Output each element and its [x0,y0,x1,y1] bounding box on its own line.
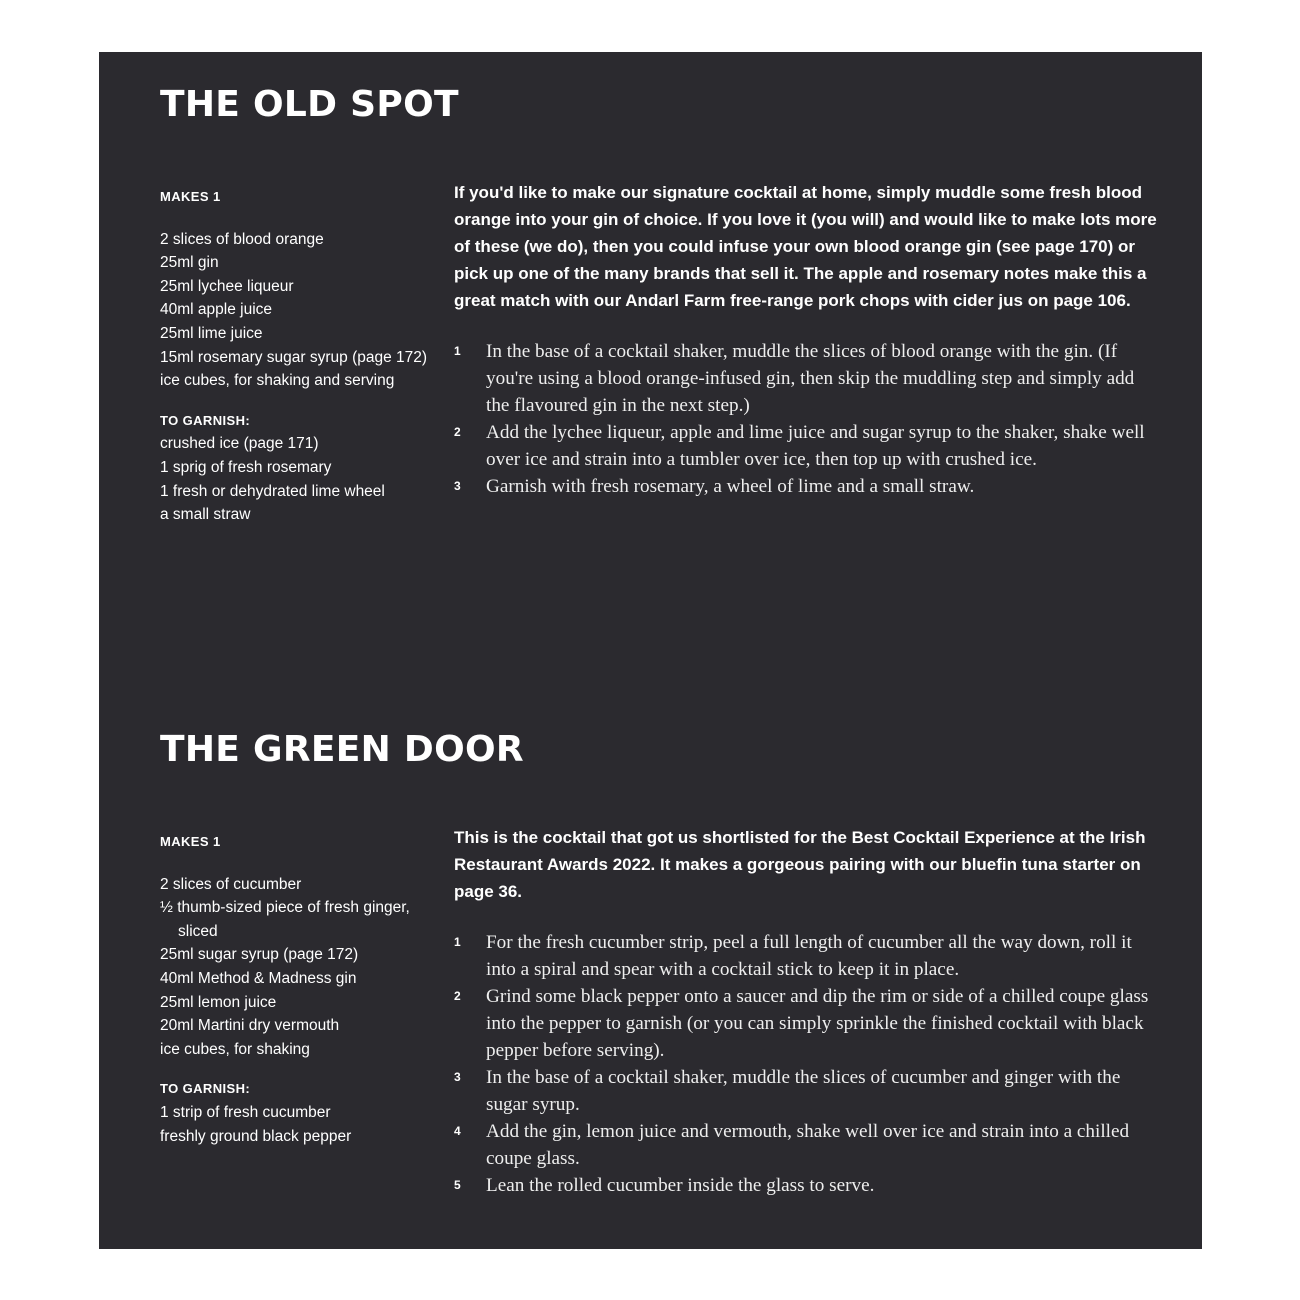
method-step [454,983,1159,1064]
step-number: 2 [454,425,461,439]
garnish-label: TO GARNISH: [160,412,251,428]
ingredient-item: 25ml gin [160,254,219,272]
method-step [454,419,1159,473]
recipe-intro: If you'd like to make our signature cocktail at home, simply muddle some fresh blood orange into your gin of choice. If you love it (you will) and would like to make lots more of these (we do), then you could infuse your own blood orange gin (see page 170) or pick up one of the many brands that sell it. The apple and rosemary notes make this a great match with our Andarl Farm free-range pork chops with cider jus on page 106. [454,183,1157,310]
step-number: 1 [454,344,461,358]
step-text: Lean the rolled cucumber inside the glass to serve. [486,1175,875,1196]
garnish-label: TO GARNISH: [160,1081,251,1097]
garnish-item: 1 fresh or dehydrated lime wheel [160,482,385,500]
ingredient-item: ice cubes, for shaking and serving [160,372,395,390]
step-text: Add the gin, lemon juice and vermouth, shake well over ice and strain into a chilled coupe glass. [486,1121,1130,1169]
step-text: Add the lychee liqueur, apple and lime juice and sugar syrup to the shaker, shake well over ice and strain into a tumbler over ice, then top up with crushed ice. [486,422,1145,470]
ingredient-item: 25ml sugar syrup (page 172) [160,946,359,964]
garnish-item: 1 sprig of fresh rosemary [160,458,332,476]
garnish-item: a small straw [160,506,251,524]
makes-label: MAKES 1 [160,189,221,204]
ingredient-item: ice cubes, for shaking [160,1040,310,1058]
method-step [454,338,1159,419]
step-number: 4 [454,1124,461,1138]
ingredient-item: 40ml Method & Madness gin [160,969,357,987]
recipe-intro: This is the cocktail that got us shortlisted for the Best Cocktail Experience at the Irish Restaurant Awards 2022. It makes a gorgeous pairing with our bluefin tuna starter on page 36. [454,828,1146,901]
ingredient-item: 20ml Martini dry vermouth [160,1017,340,1035]
garnish-list [160,432,450,526]
method-step [454,929,1159,983]
step-text: Garnish with fresh rosemary, a wheel of lime and a small straw. [486,476,975,497]
ingredients-column [160,185,450,527]
ingredient-item: 25ml lychee liqueur [160,277,294,295]
ingredient-item: 25ml lime juice [160,324,263,342]
ingredients-column [160,830,450,1148]
ingredient-list [160,228,450,393]
step-text: Grind some black pepper onto a saucer and dip the rim or side of a chilled coupe glass into the pepper to garnish (or you can simply sprinkle the finished cocktail with black pepper before serving). [486,986,1149,1061]
ingredient-item: 2 slices of cucumber [160,875,302,893]
method-step [454,1064,1159,1118]
garnish-item: 1 strip of fresh cucumber [160,1103,331,1121]
method-step [454,473,1159,500]
method-steps [454,338,1159,500]
ingredient-item: 2 slices of blood orange [160,230,324,248]
recipe-page [99,52,1202,1249]
ingredient-item: ½ thumb-sized piece of fresh ginger, sliced [160,899,410,940]
ingredient-item: 25ml lemon juice [160,993,277,1011]
garnish-list [160,1101,450,1148]
makes-label: MAKES 1 [160,834,221,849]
recipe-title: THE OLD SPOT [160,84,459,125]
recipe-title: THE GREEN DOOR [160,729,524,770]
step-number: 3 [454,479,461,493]
method-column [454,179,1159,500]
step-number: 5 [454,1178,461,1192]
ingredient-item: 40ml apple juice [160,301,273,319]
step-number: 2 [454,989,461,1003]
ingredient-list [160,873,450,1062]
step-text: In the base of a cocktail shaker, muddle the slices of blood orange with the gin. (If you're using a blood orange-infused gin, then skip the muddling step and simply add the flavoured gin in the next step.) [486,341,1135,416]
method-steps [454,929,1159,1199]
method-step [454,1172,1159,1199]
method-step [454,1118,1159,1172]
step-text: For the fresh cucumber strip, peel a full length of cucumber all the way down, roll it into a spiral and spear with a cocktail stick to keep it in place. [486,932,1132,980]
step-number: 1 [454,935,461,949]
method-column [454,824,1159,1199]
garnish-item: crushed ice (page 171) [160,435,319,453]
ingredient-item: 15ml rosemary sugar syrup (page 172) [160,348,428,366]
garnish-item: freshly ground black pepper [160,1127,352,1145]
step-text: In the base of a cocktail shaker, muddle the slices of cucumber and ginger with the sugar syrup. [486,1067,1121,1115]
step-number: 3 [454,1070,461,1084]
